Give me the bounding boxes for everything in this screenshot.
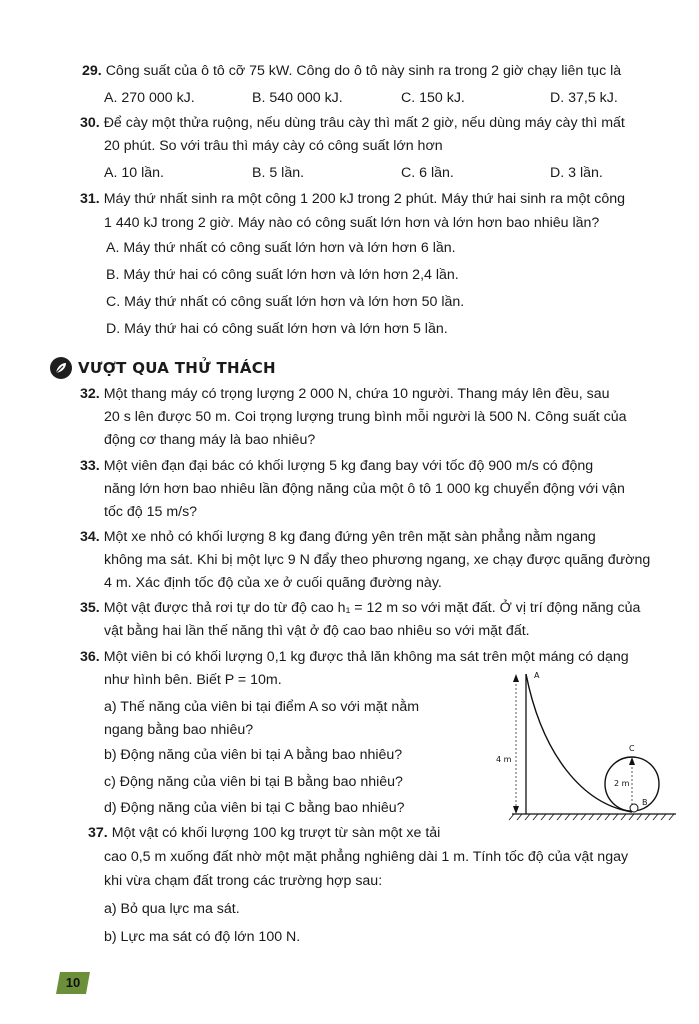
q34-number: 34.: [80, 529, 100, 545]
q33-number: 33.: [80, 458, 100, 474]
diameter-label: 2 m: [614, 779, 630, 788]
q36-stem-line1: [80, 650, 629, 664]
q33-text-line3: tốc độ 15 m/s?: [104, 504, 198, 520]
section-heading: [50, 356, 276, 380]
q33-stem-line1: [80, 459, 593, 473]
q31-option-b: B. Máy thứ hai có công suất lớn hơn và lớn hơn 2,4 lần.: [106, 267, 459, 283]
leaf-icon: [50, 357, 72, 379]
q32-text-line3: động cơ thang máy là bao nhiêu?: [104, 432, 316, 448]
q34-text-line2: không ma sát. Khi bị một lực 9 N đẩy theo phương ngang, xe chạy được quãng đường: [104, 552, 651, 568]
q30-text-line1: Để cày một thửa ruộng, nếu dùng trâu cày thì mất 2 giờ, nếu dùng máy cày thì mất: [103, 115, 625, 131]
q36-number: 36.: [80, 649, 100, 665]
q37-text-line3: khi vừa chạm đất trong các trường hợp sau:: [104, 873, 383, 889]
q36-text-line1: Một viên bi có khối lượng 0,1 kg được thả lăn không ma sát trên một máng có dạng: [103, 649, 629, 665]
q29-option-d: D. 37,5 kJ.: [550, 90, 618, 106]
q31-number: 31.: [80, 191, 100, 207]
q29-option-c: C. 150 kJ.: [401, 90, 465, 106]
curved-track: [526, 674, 632, 812]
q34-stem-line1: [80, 530, 596, 544]
q33-text-line2: năng lớn hơn bao nhiêu lần động năng của một ô tô 1 000 kg chuyển động với vận: [104, 481, 625, 497]
q36-part-c: c) Động năng của viên bi tại B bằng bao nhiêu?: [104, 774, 403, 790]
q31-option-d: D. Máy thứ hai có công suất lớn hơn và lớn hơn 5 lần.: [106, 321, 448, 337]
q30-option-c: C. 6 lần.: [401, 165, 454, 181]
q35-text-line2: vật bằng hai lần thế năng thì vật ở độ cao bao nhiêu so với mặt đất.: [104, 623, 530, 639]
q29-stem: [82, 64, 621, 78]
point-b-label: B: [642, 798, 648, 807]
q36-figure: [482, 664, 682, 824]
q29-option-b: B. 540 000 kJ.: [252, 90, 343, 106]
q31-text-line1: Máy thứ nhất sinh ra một công 1 200 kJ trong 2 phút. Máy thứ hai sinh ra một công: [103, 191, 626, 207]
q37-number: 37.: [88, 825, 108, 841]
q36-part-d: d) Động năng của viên bi tại C bằng bao nhiêu?: [104, 800, 405, 816]
height-label: 4 m: [496, 755, 512, 764]
q30-option-b: B. 5 lần.: [252, 165, 305, 181]
q35-text-line1: Một vật được thả rơi tự do từ độ cao h₁ = 12 m so với mặt đất. Ở vị trí động năng của: [103, 600, 641, 616]
q31-text-line2: 1 440 kJ trong 2 giờ. Máy nào có công suất lớn hơn và lớn hơn bao nhiêu lần?: [104, 215, 600, 231]
q30-option-d: D. 3 lần.: [550, 165, 603, 181]
ground-hatch: [509, 814, 676, 820]
q29-number: 29.: [82, 63, 102, 79]
page-number-badge: [54, 970, 92, 996]
q36-text-line2: như hình bên. Biết P = 10m.: [104, 672, 282, 688]
q30-stem-line1: [80, 116, 625, 130]
q33-text-line1: Một viên đạn đại bác có khối lượng 5 kg đang bay với tốc độ 900 m/s có động: [103, 458, 594, 474]
q36-part-a-line2: ngang bằng bao nhiêu?: [104, 722, 254, 738]
section-title: VƯỢT QUA THỬ THÁCH: [78, 358, 276, 377]
q35-stem-line1: [80, 601, 640, 615]
point-c-label: C: [629, 744, 635, 753]
page-number: 10: [65, 975, 81, 990]
q31-option-c: C. Máy thứ nhất có công suất lớn hơn và lớn hơn 50 lần.: [106, 294, 465, 310]
q37-stem-line1: [88, 826, 440, 840]
q30-text-line2: 20 phút. So với trâu thì máy cày có công suất lớn hơn: [104, 138, 443, 154]
q37-text-line1: Một vật có khối lượng 100 kg trượt từ sàn một xe tải: [111, 825, 441, 841]
q37-part-b: b) Lực ma sát có độ lớn 100 N.: [104, 929, 301, 945]
q37-text-line2: cao 0,5 m xuống đất nhờ một mặt phẳng nghiêng dài 1 m. Tính tốc độ của vật ngay: [104, 849, 629, 865]
q29-text: Công suất của ô tô cỡ 75 kW. Công do ô tô này sinh ra trong 2 giờ chạy liên tục là: [105, 63, 622, 79]
q37-part-a: a) Bỏ qua lực ma sát.: [104, 901, 240, 917]
q32-text-line1: Một thang máy có trọng lượng 2 000 N, chứa 10 người. Thang máy lên đều, sau: [103, 386, 610, 402]
q35-number: 35.: [80, 600, 100, 616]
q34-text-line3: 4 m. Xác định tốc độ của xe ở cuối quãng đường này.: [104, 575, 442, 591]
q30-number: 30.: [80, 115, 100, 131]
q36-part-b: b) Động năng của viên bi tại A bằng bao nhiêu?: [104, 747, 403, 763]
q30-option-a: A. 10 lần.: [104, 165, 164, 181]
point-a-label: A: [534, 671, 540, 680]
q29-option-a: A. 270 000 kJ.: [104, 90, 195, 106]
q36-part-a-line1: a) Thế năng của viên bi tại điểm A so với mặt nằm: [104, 699, 420, 715]
q31-option-a: A. Máy thứ nhất có công suất lớn hơn và lớn hơn 6 lần.: [106, 240, 456, 256]
ball: [630, 804, 638, 812]
q34-text-line1: Một xe nhỏ có khối lượng 8 kg đang đứng yên trên mặt sàn phẳng nằm ngang: [103, 529, 596, 545]
q31-stem-line1: [80, 192, 625, 206]
q32-stem-line1: [80, 387, 610, 401]
q32-text-line2: 20 s lên được 50 m. Coi trọng lượng trung bình mỗi người là 500 N. Công suất của: [104, 409, 627, 425]
q32-number: 32.: [80, 386, 100, 402]
